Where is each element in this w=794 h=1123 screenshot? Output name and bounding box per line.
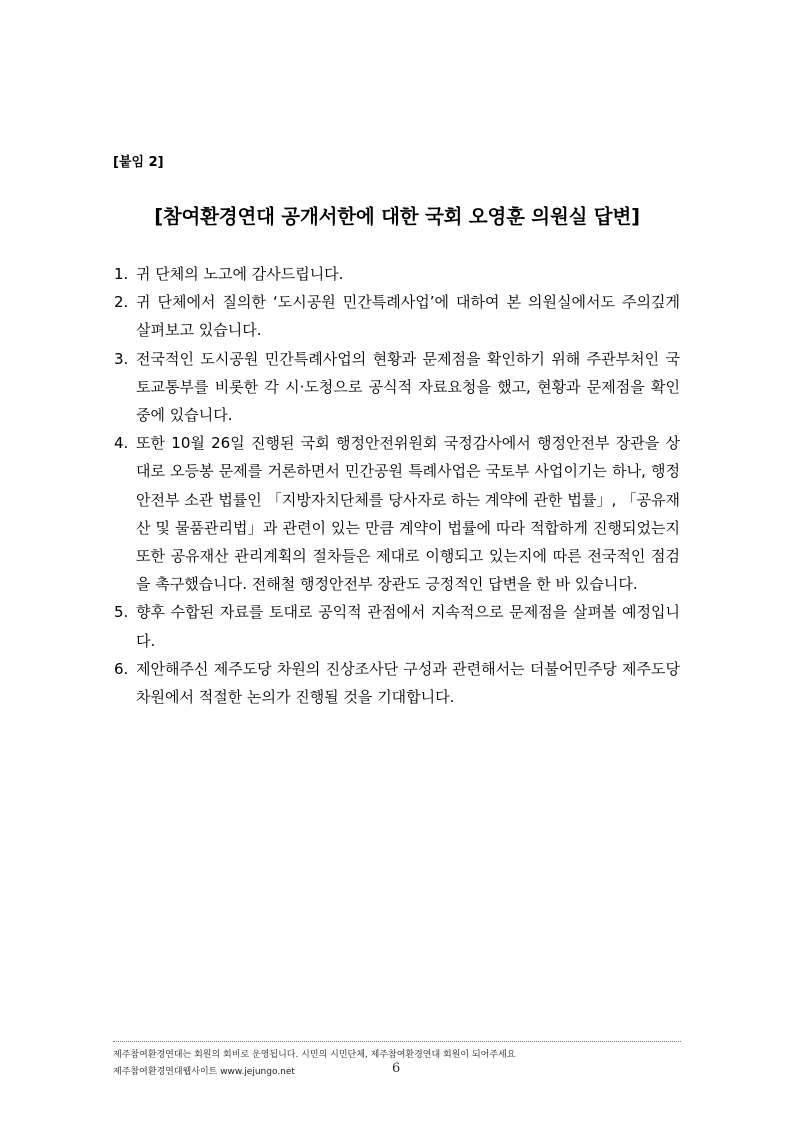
item-number: 5. <box>114 603 129 622</box>
item-number: 1. <box>114 265 129 283</box>
item-text: 귀 단체의 노고에 감사드립니다. <box>136 265 344 283</box>
page-number: 6 <box>392 1061 401 1076</box>
footer-divider <box>113 1041 681 1042</box>
answer-list <box>114 260 680 711</box>
list-item <box>114 260 680 288</box>
attachment-label: [붙임 2] <box>113 155 164 170</box>
list-item <box>114 598 680 654</box>
footer-notice: 제주참여환경연대는 회원의 회비로 운영됩니다. 시민의 시민단체, 제주참여환경연대 회원이 되어주세요 <box>113 1050 516 1060</box>
list-item <box>114 429 680 598</box>
item-number: 3. <box>114 349 129 368</box>
item-number: 4. <box>114 434 129 453</box>
list-item <box>114 655 680 711</box>
item-text: 향후 수합된 자료를 토대로 공익적 관점에서 지속적으로 문제점을 살펴볼 예정입니다. <box>136 603 680 650</box>
item-text: 귀 단체에서 질의한 ‘도시공원 민간특례사업’에 대하여 본 의원실에서도 주의깊게 살펴보고 있습니다. <box>136 293 680 340</box>
footer-website: 제주참여환경연대웹사이트 www.jejungo.net <box>113 1067 295 1077</box>
item-text: 또한 10월 26일 진행된 국회 행정안전위원회 국정감사에서 행정안전부 장관을 상대로 오등봉 문제를 거론하면서 민간공원 특례사업은 국토부 사업이기는 하나, 행정안전부 소관 법률인 「지방자치단체를 당사자로 하는 계약에 관한 법률」, 「공유재산 및 물품관리법」과 관련이 있는 만큼 계약이 법률에 따라 적합하게 진행되었는지 또한 공유재산 관리계획의 절차들은 제대로 이행되고 있는지에 따른 전국적인 점검을 촉구했습니다. 전해철 행정안전부 장관도 긍정적인 답변을 한 바 있습니다. <box>136 434 680 594</box>
item-number: 6. <box>114 659 129 678</box>
list-item <box>114 345 680 430</box>
item-text: 제안해주신 제주도당 차원의 진상조사단 구성과 관련해서는 더불어민주당 제주도당 차원에서 적절한 논의가 진행될 것을 기대합니다. <box>136 659 680 707</box>
item-number: 2. <box>114 293 129 312</box>
list-item <box>114 288 680 344</box>
item-text: 전국적인 도시공원 민간특례사업의 현황과 문제점을 확인하기 위해 주관부처인 국토교통부를 비롯한 각 시·도청으로 공식적 자료요청을 했고, 현황과 문제점을 확인 중에 있습니다. <box>136 349 680 425</box>
document-title: [참여환경연대 공개서한에 대한 국회 오영훈 의원실 답변] <box>154 205 640 228</box>
